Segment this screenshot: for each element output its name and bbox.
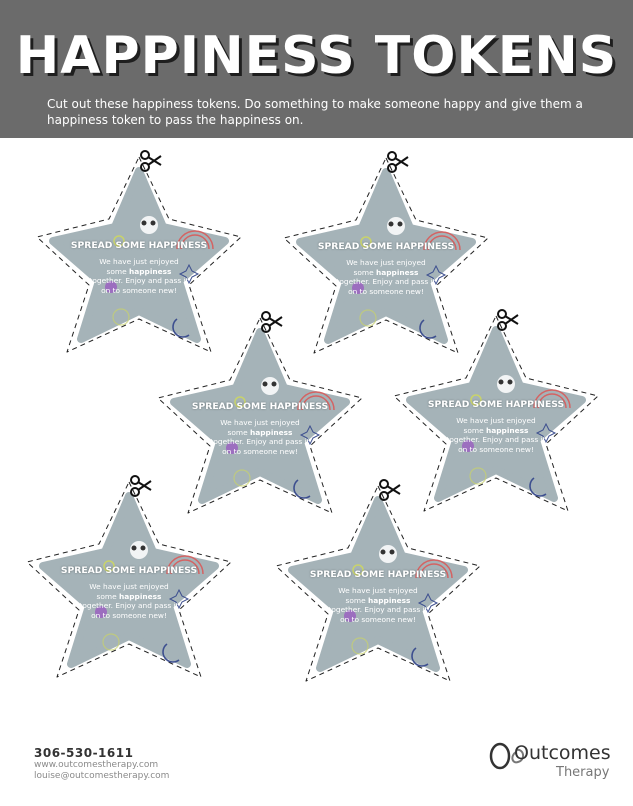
page-title: HAPPINESS TOKENS [15,26,618,86]
token-message: We have just enjoyed some happiness together. Enjoy and pass it on to someone new! [89,257,189,295]
token-message: We have just enjoyed some happiness together. Enjoy and pass it on to someone new! [336,258,436,296]
token-title: SPREAD SOME HAPPINESS [427,399,565,410]
token-title: SPREAD SOME HAPPINESS [309,569,447,580]
logo-wordmark: Outcomes [514,742,611,764]
intro-text: Cut out these happiness tokens. Do something to make someone happy and give them a happiness token to pass the happiness on. [47,97,583,127]
website-link[interactable]: www.outcomestherapy.com [34,760,159,770]
token-message: We have just enjoyed some happiness together. Enjoy and pass it on to someone new! [79,582,179,620]
token-title: SPREAD SOME HAPPINESS [70,240,208,251]
token-title: SPREAD SOME HAPPINESS [191,401,329,412]
token-title: SPREAD SOME HAPPINESS [60,565,198,576]
token-message: We have just enjoyed some happiness together. Enjoy and pass it on to someone new! [446,416,546,454]
phone-number: 306-530-1611 [34,746,134,760]
email-address[interactable]: louise@outcomestherapy.com [34,771,170,781]
outcomes-therapy-logo [488,740,611,790]
token-title: SPREAD SOME HAPPINESS [317,241,455,252]
token-message: We have just enjoyed some happiness together. Enjoy and pass it on to someone new! [210,418,310,456]
header-banner [0,0,633,138]
logo-subtitle: Therapy [556,765,610,780]
contact-info [34,746,169,782]
token-message: We have just enjoyed some happiness together. Enjoy and pass it on to someone new! [328,586,428,624]
